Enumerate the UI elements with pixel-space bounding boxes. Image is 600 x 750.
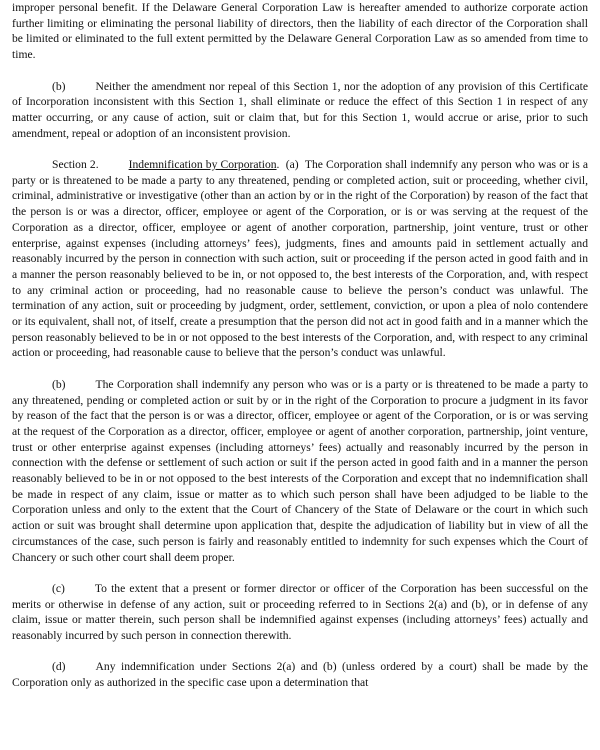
subsection-marker: (d) bbox=[52, 660, 66, 674]
section-heading: Indemnification by Corporation bbox=[128, 158, 277, 171]
paragraph-text: Neither the amendment nor repeal of this Section 1, nor the adoption of any provision of this Certificate of Incorporation inconsistent with this Section 1, shall eliminate or reduce the effect of this Section 1 in respect of any matter occurring, or any cause of action, suit or claim that, but for this Section 1, would accrue or arise, prior to such amendment, repeal or adoption of an inconsistent provision. bbox=[12, 79, 588, 140]
paragraph-text: The Corporation shall indemnify any person who was or is a party or is threatened to be made a party to any threatened, pending or completed action or suit by or in the right of the Corporation to procure a judgment in its favor by reason of the fact that the person is or was a director, officer, employee or agent of the Corporation, or is or was serving at the request of the Corporation as a director, officer, employee or agent of another corporation, partnership, joint venture, trust or other enterprise against expenses (including attorneys’ fees) actually and reasonably incurred by the person in connection with the defense or settlement of such action or suit if the person acted in good faith and in a manner the person reasonably believed to be in or not opposed to the best interests of the Corporation and except that no indemnification shall be made in respect of any claim, issue or matter as to which such person shall have been adjudged to be liable to the Corporation unless and only to the extent that the Court of Chancery of the State of Delaware or the court in which such action or suit was brought shall determine upon application that, despite the adjudication of liability but in view of all the circumstances of the case, such person is fairly and reasonably entitled to indemnity for such expenses which the Court of Chancery or such other court shall deem proper. bbox=[12, 377, 588, 564]
paragraph-2c bbox=[12, 581, 588, 644]
paragraph-section-2a: Section 2. Indemnification by Corporation. (a) The Corporation shall indemnify any person who was or is a party or is threatened to be made a party to any threatened, pending or completed action, suit or proceeding, whether civil, criminal, administrative or investigative (other than an action by or in the right of the Corporation) by reason of the fact that the person is or was a director, officer, employee or agent of the Corporation, or is or was serving at the request of the Corporation as a director, officer, employee or agent of another corporation, partnership, joint venture, trust or other enterprise, against expenses (including attorneys’ fees), judgments, fines and amounts paid in settlement actually and reasonably incurred by the person in connection with such action, suit or proceeding if the person acted in good faith and in a manner the person reasonably believed to be in, or not opposed to, the best interests of the Corporation, and, with respect to any criminal action or proceeding, had no reasonable cause to believe the person’s conduct was unlawful. The termination of any action, suit or proceeding by judgment, order, settlement, conviction, or upon a plea of nolo contendere or its equivalent, shall not, of itself, create a presumption that the person did not act in good faith and in a manner which the person reasonably believed to be in or not opposed to the best interests of the Corporation, and, with respect to any criminal action or proceeding, had reasonable cause to believe that the person’s conduct was unlawful. bbox=[12, 158, 588, 360]
paragraph-text: To the extent that a present or former director or officer of the Corporation has been successful on the merits or otherwise in defense of any action, suit or proceeding referred to in Sections 2(a) and (b), or in defense of any claim, issue or matter therein, such person shall be indemnified against expenses (including attorneys’ fees) actually and reasonably incurred by such person in connection therewith. bbox=[12, 581, 588, 643]
paragraph-2b bbox=[12, 377, 588, 565]
subsection-marker: (b) bbox=[52, 79, 66, 93]
paragraph-limitation-amendment: improper personal benefit. If the Delaware General Corporation Law is hereafter amended to authorize corporate action further limiting or eliminating the personal liability of directors, then the liability of each director of the Corporation shall be limited or eliminated to the full extent permitted by the Delaware General Corporation Law as so amended from time to time. bbox=[12, 1, 588, 62]
subsection-marker: (a) bbox=[285, 158, 299, 171]
paragraph-1b bbox=[12, 79, 588, 142]
subsection-marker: (c) bbox=[52, 581, 65, 595]
section-number: Section 2. bbox=[52, 158, 99, 171]
paragraph-2d bbox=[12, 659, 588, 690]
subsection-marker: (b) bbox=[52, 377, 66, 391]
paragraph-text: Any indemnification under Sections 2(a) and (b) (unless ordered by a court) shall be made by the Corporation only as authorized in the specific case upon a determination that bbox=[12, 660, 588, 690]
paragraph-text: The Corporation shall indemnify any person who was or is a party or is threatened to be made a party to any threatened, pending or completed action, suit or proceeding, whether civil, criminal, administrative or investigative (other than an action by or in the right of the Corporation) by reason of the fact that the person is or was a director, officer, employee or agent of the Corporation, or is or was serving at the request of the Corporation as a director, officer, employee or agent of another corporation, partnership, joint venture, trust or other enterprise, against expenses (including attorneys’ fees), judgments, fines and amounts paid in settlement actually and reasonably incurred by the person in connection with such action, suit or proceeding if the person acted in good faith and in a manner the person reasonably believed to be in, or not opposed to, the best interests of the Corporation, and, with respect to any criminal action or proceeding, had no reasonable cause to believe the person’s conduct was unlawful. The termination of any action, suit or proceeding by judgment, order, settlement, conviction, or upon a plea of nolo contendere or its equivalent, shall not, of itself, create a presumption that the person did not act in good faith and in a manner which the person reasonably believed to be in or not opposed to the best interests of the Corporation, and, with respect to any criminal action or proceeding, had reasonable cause to believe that the person’s conduct was unlawful. bbox=[12, 158, 588, 360]
